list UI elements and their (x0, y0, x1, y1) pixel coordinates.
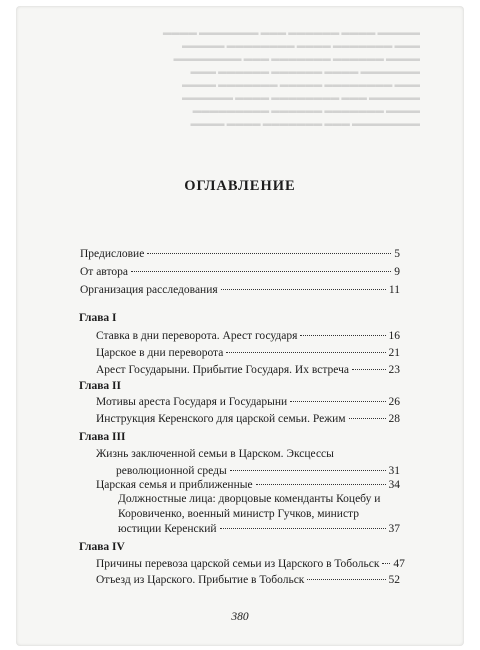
toc-entry-label-line[interactable]: Жизнь заключенной семьи в Царском. Эксцессы (96, 448, 334, 460)
toc-entry[interactable] (96, 363, 400, 378)
dot-leader (300, 335, 385, 336)
toc-entry-label: Царское в дни переворота (96, 347, 224, 359)
dot-leader (230, 470, 386, 471)
toc-entry[interactable] (96, 478, 400, 493)
toc-entry-label: Мотивы ареста Государя и Государыни (96, 396, 288, 408)
toc-entry-label: Организация расследования (80, 284, 218, 296)
toc-entry-page: 28 (388, 413, 400, 425)
toc-entry[interactable] (116, 464, 400, 479)
page-number: 380 (231, 611, 249, 623)
dot-leader (220, 528, 386, 529)
toc-entry-label-line[interactable]: Должностные лица: дворцовые коменданты Коцебу и (118, 493, 381, 505)
toc-entry-page: 52 (388, 574, 400, 586)
toc-entry-page: 9 (394, 266, 400, 278)
toc-entry-label: революционной среды (116, 465, 227, 477)
toc-entry-label: Ставка в дни переворота. Арест государя (96, 330, 298, 342)
toc-entry-label-line[interactable]: Коровиченко, военный министр Гучков, министр (118, 508, 359, 520)
toc-entry[interactable] (96, 412, 400, 427)
toc-entry-page: 11 (388, 284, 400, 296)
toc-entry-page: 21 (388, 347, 400, 359)
toc-entry-page: 47 (393, 558, 405, 570)
toc-entry[interactable] (96, 346, 400, 361)
dot-leader (290, 401, 385, 402)
chapter-heading: Глава I (79, 312, 117, 324)
toc-entry-label: Арест Государыни. Прибытие Государя. Их встреча (96, 364, 349, 376)
toc-entry[interactable] (96, 573, 400, 588)
toc-entry-page: 31 (388, 465, 400, 477)
toc-entry[interactable] (80, 283, 400, 298)
toc-entry[interactable] (80, 247, 400, 262)
dot-leader (349, 418, 386, 419)
bleed-through-text: ▬▬▬▬▬ ▬▬▬▬ ▬▬▬▬▬▬ ▬▬▬ ▬▬▬▬▬▬▬ ▬▬▬▬ ▬▬▬ ▬▬▬▬▬▬▬ ▬▬▬▬ ▬▬▬▬▬▬▬▬ ▬▬▬▬▬ ▬▬▬▬ ▬▬▬▬▬▬ ▬▬▬▬▬▬▬ ▬▬▬ ▬▬▬▬▬▬▬▬ ▬▬▬▬▬▬▬ ▬▬▬▬ ▬▬▬▬▬▬ ▬▬▬▬▬▬ ▬▬▬ ▬▬▬ ▬▬▬▬▬▬▬▬ ▬▬▬▬▬ ▬▬▬▬▬▬▬ ▬▬▬▬ ▬▬▬▬▬▬ ▬▬▬ ▬▬▬▬▬▬▬▬ ▬▬▬▬ ▬▬▬▬▬▬ ▬▬▬▬ ▬▬▬▬▬▬▬ ▬▬▬▬▬▬ ▬▬▬▬▬▬▬▬▬ ▬▬▬▬▬▬▬▬ ▬▬▬ ▬▬▬▬▬▬▬ ▬▬▬▬ ▬▬▬▬ (162, 27, 420, 128)
toc-entry-page: 37 (388, 523, 400, 535)
chapter-heading: Глава III (79, 431, 126, 443)
toc-entry-label: Предисловие (80, 248, 145, 260)
toc-entry-label: юстиции Керенский (118, 523, 217, 535)
toc-entry[interactable] (96, 557, 405, 572)
chapter-heading: Глава II (79, 380, 122, 392)
toc-entry[interactable] (96, 329, 400, 344)
toc-entry-label: Отъезд из Царского. Прибытие в Тобольск (96, 574, 305, 586)
toc-entry-page: 26 (388, 396, 400, 408)
toc-entry-page: 16 (388, 330, 400, 342)
dot-leader (147, 253, 391, 254)
toc-entry-page: 23 (388, 364, 400, 376)
dot-leader (131, 271, 391, 272)
chapter-heading: Глава IV (79, 541, 125, 553)
dot-leader (221, 289, 386, 290)
toc-entry[interactable] (118, 522, 400, 537)
toc-entry-label: Причины перевоза царской семьи из Царского в Тобольск (96, 558, 380, 570)
toc-entry[interactable] (96, 395, 400, 410)
toc-entry-page: 5 (394, 248, 400, 260)
dot-leader (352, 369, 386, 370)
dot-leader (307, 579, 385, 580)
toc-entry-page: 34 (388, 479, 400, 491)
toc-entry-label: Инструкция Керенского для царской семьи. Режим (96, 413, 346, 425)
dot-leader (382, 563, 390, 564)
toc-entry-label: Царская семья и приближенные (96, 479, 253, 491)
toc-entry-label: От автора (80, 266, 128, 278)
dot-leader (256, 484, 386, 485)
dot-leader (226, 352, 385, 353)
toc-entry[interactable] (80, 265, 400, 280)
toc-title: ОГЛАВЛЕНИЕ (184, 178, 296, 194)
